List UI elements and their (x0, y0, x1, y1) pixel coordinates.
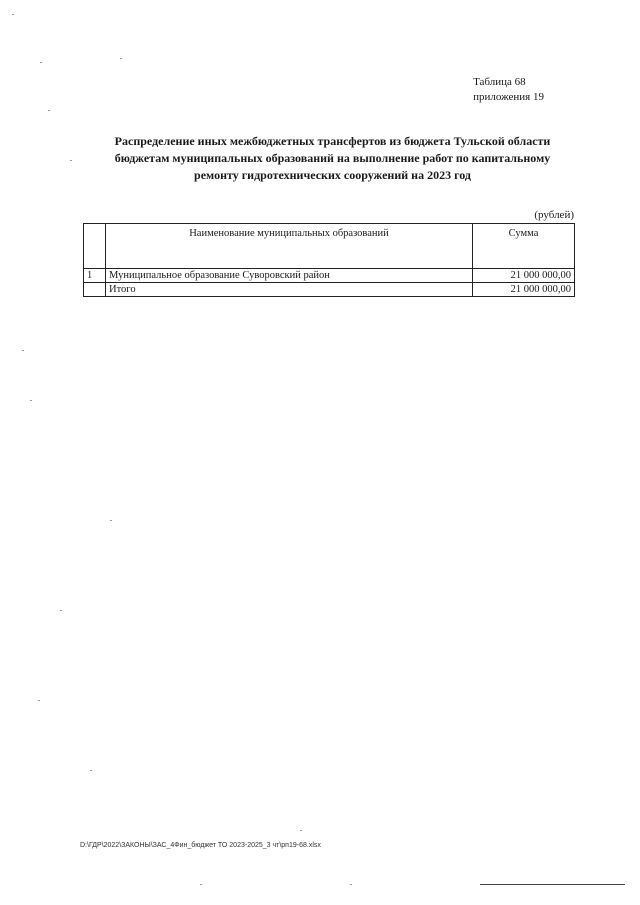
row-sum: 21 000 000,00 (473, 269, 575, 283)
title-line-2: бюджетам муниципальных образований на выполнение работ по капитальному (114, 151, 551, 165)
column-header-number (84, 224, 106, 269)
scan-speck (300, 830, 302, 831)
file-path-footer: D:\ГДР\2022\ЗАКОНЫ\ЗАС_4Фин_бюджет ТО 2023-2025_3 чт\рп19-68.xlsx (80, 842, 321, 849)
scan-speck (350, 884, 352, 885)
title-line-3: ремонту гидротехнических сооружений на 2023 год (194, 168, 471, 182)
document-reference (473, 75, 544, 105)
table-header-row (84, 224, 575, 269)
total-row (84, 283, 575, 297)
scan-speck (70, 160, 72, 161)
row-name: Муниципальное образование Суворовский район (106, 269, 473, 283)
total-label: Итого (106, 283, 473, 297)
column-header-name: Наименование муниципальных образований (106, 224, 473, 269)
scan-edge-line (480, 884, 625, 885)
scan-speck (22, 350, 24, 351)
scan-speck (120, 58, 122, 59)
scan-speck (48, 110, 50, 111)
document-title (80, 133, 585, 184)
scan-speck (40, 62, 42, 63)
total-sum: 21 000 000,00 (473, 283, 575, 297)
table-reference: Таблица 68 (473, 76, 526, 88)
scan-speck (30, 400, 32, 401)
units-label: (рублей) (534, 209, 574, 221)
scan-speck (60, 610, 62, 611)
appendix-reference: приложения 19 (473, 91, 544, 103)
table-row (84, 269, 575, 283)
transfers-table (83, 223, 575, 297)
scan-speck (110, 520, 112, 521)
scan-speck (12, 14, 14, 15)
column-header-sum: Сумма (473, 224, 575, 269)
title-line-1: Распределение иных межбюджетных трансфертов из бюджета Тульской области (114, 134, 551, 148)
scan-speck (200, 884, 202, 885)
scan-speck (38, 700, 40, 701)
total-number (84, 283, 106, 297)
row-number: 1 (84, 269, 106, 283)
scan-speck (90, 770, 92, 771)
